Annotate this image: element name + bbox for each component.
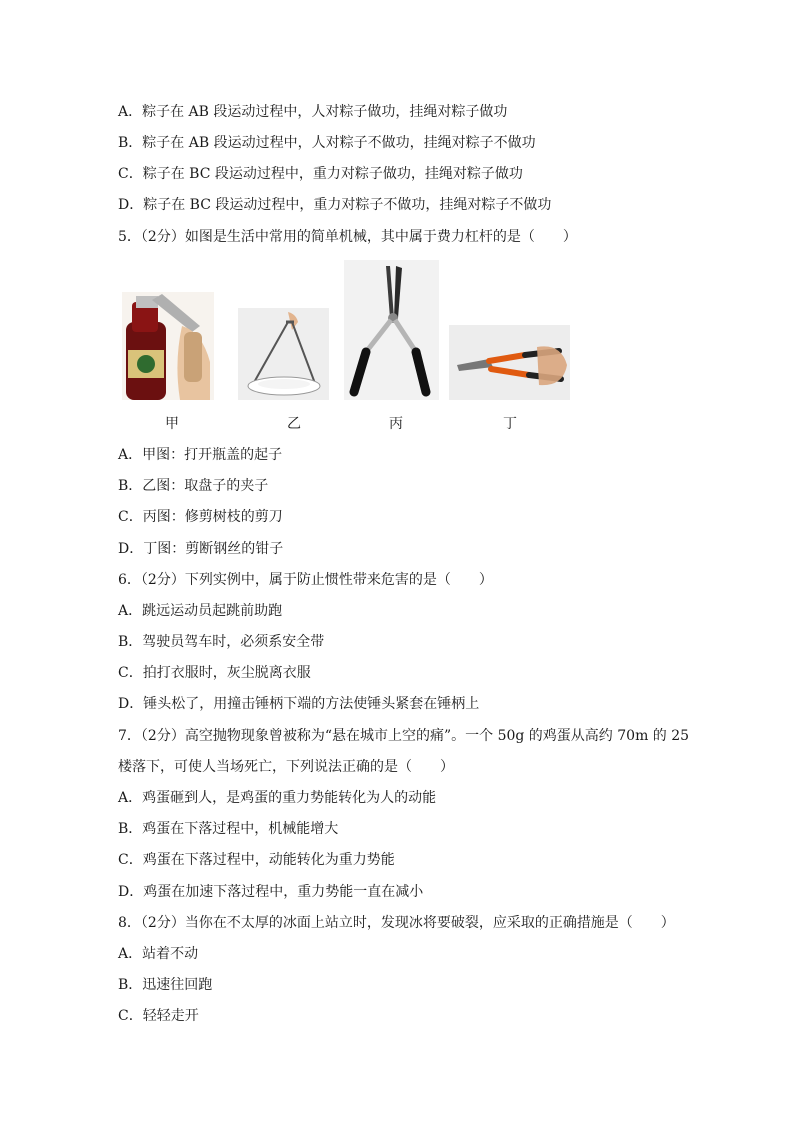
option-6a: A．跳远运动员起跳前助跑 [118,603,283,619]
option-6d: D．锤头松了，用撞击锤柄下端的方法使锤头紧套在锤柄上 [118,696,480,712]
question-5: 5．（2分）如图是生活中常用的简单机械，其中属于费力杠杆的是（ ） [118,229,577,245]
option-4d: D．粽子在 BC 段运动过程中，重力对粽子不做功，挂绳对粽子不做功 [118,197,552,213]
option-5a: A．甲图：打开瓶盖的起子 [118,447,283,463]
option-4a: A．粽子在 AB 段运动过程中，人对粽子做功，挂绳对粽子做功 [118,104,508,120]
question-7-line1: 7．（2分）高空抛物现象曾被称为“悬在城市上空的痛”。一个 50g 的鸡蛋从高约 70m 的 25 [118,728,690,744]
option-4c: C．粽子在 BC 段运动过程中，重力对粽子做功，挂绳对粽子做功 [118,166,523,182]
option-5b: B．乙图：取盘子的夹子 [118,478,269,494]
figure-plate-clamp [238,308,329,400]
figure-bottle-opener [122,292,214,400]
caption-bing: 丙 [389,416,403,432]
option-8c: C．轻轻走开 [118,1008,199,1024]
option-7c: C．鸡蛋在下落过程中，动能转化为重力势能 [118,852,395,868]
figure-pliers [449,325,570,400]
option-7b: B．鸡蛋在下落过程中，机械能增大 [118,821,339,837]
question-6: 6．（2分）下列实例中，属于防止惯性带来危害的是（ ） [118,572,493,588]
option-7d: D．鸡蛋在加速下落过程中，重力势能一直在减小 [118,884,424,900]
caption-yi: 乙 [287,416,301,432]
option-5c: C．丙图：修剪树枝的剪刀 [118,509,283,525]
option-8a: A．站着不动 [118,946,199,962]
option-8b: B．迅速往回跑 [118,977,213,993]
figure-pruning-shears [344,260,439,400]
caption-jia: 甲 [165,416,179,432]
question-7-line2: 楼落下，可使人当场死亡，下列说法正确的是（ ） [118,759,454,775]
option-6c: C．拍打衣服时，灰尘脱离衣服 [118,665,311,681]
question-8: 8．（2分）当你在不太厚的冰面上站立时，发现冰将要破裂，应采取的正确措施是（ ） [118,915,675,931]
option-6b: B．驾驶员驾车时，必须系安全带 [118,634,325,650]
caption-ding: 丁 [503,416,517,432]
option-7a: A．鸡蛋砸到人，是鸡蛋的重力势能转化为人的动能 [118,790,437,806]
option-4b: B．粽子在 AB 段运动过程中，人对粽子不做功，挂绳对粽子不做功 [118,135,536,151]
option-5d: D．丁图：剪断钢丝的钳子 [118,541,284,557]
